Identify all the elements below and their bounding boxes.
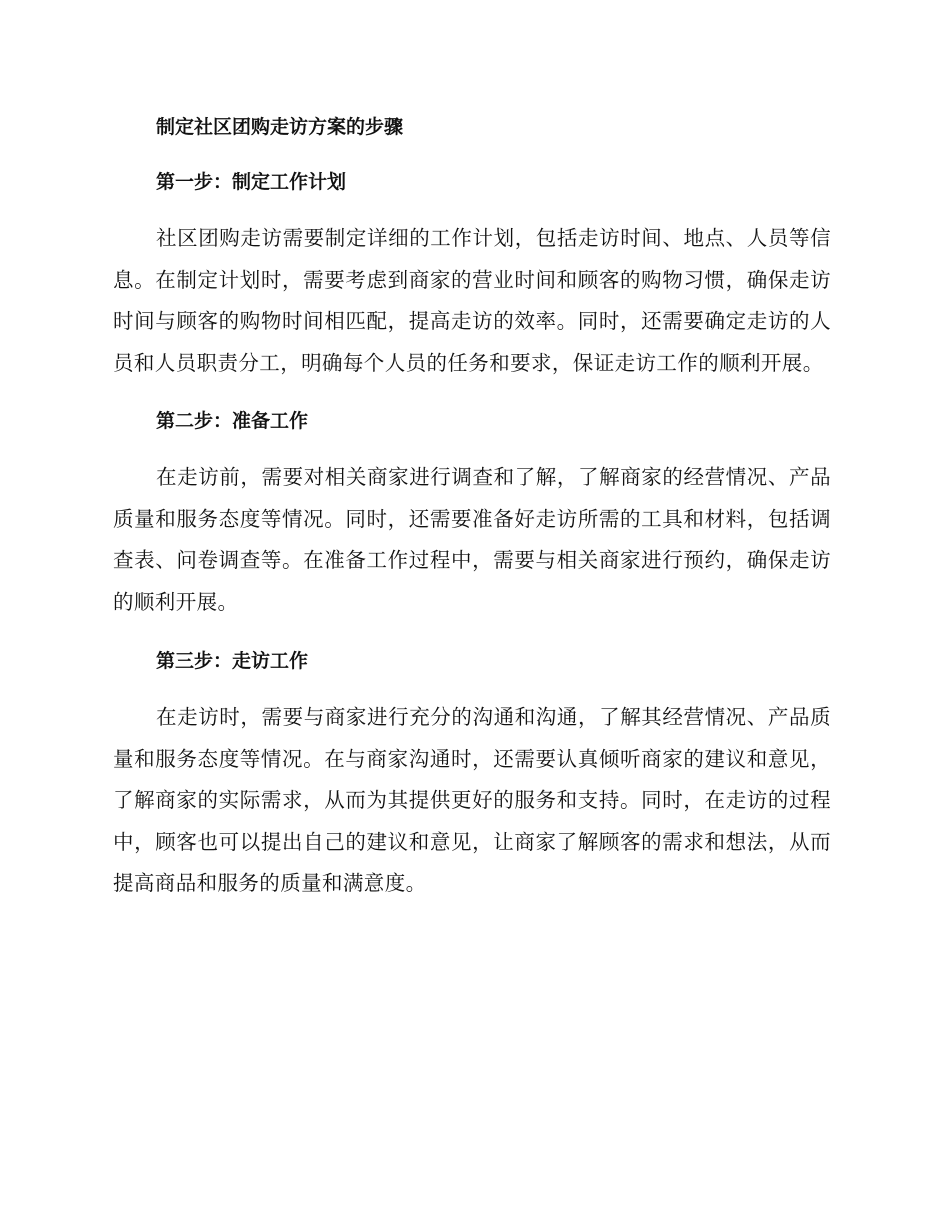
section-paragraph-step-2: 在走访前，需要对相关商家进行调查和了解，了解商家的经营情况、产品质量和服务态度等情况。同时，还需要准备好走访所需的工具和材料，包括调查表、问卷调查等。在准备工作过程中，需要与相关商家进行预约，确保走访的顺利开展。	[113, 465, 831, 614]
section-paragraph-step-1: 社区团购走访需要制定详细的工作计划，包括走访时间、地点、人员等信息。在制定计划时，需要考虑到商家的营业时间和顾客的购物习惯，确保走访时间与顾客的购物时间相匹配，提高走访的效率。同时，还需要确定走访的人员和人员职责分工，明确每个人员的任务和要求，保证走访工作的顺利开展。	[113, 226, 831, 375]
document-body	[113, 112, 831, 905]
section-heading-step-2: 第二步：准备工作	[156, 410, 309, 432]
section-paragraph-step-3: 在走访时，需要与商家进行充分的沟通和沟通，了解其经营情况、产品质量和服务态度等情况。在与商家沟通时，还需要认真倾听商家的建议和意见，了解商家的实际需求，从而为其提供更好的服务和支持。同时，在走访的过程中，顾客也可以提出自己的建议和意见，让商家了解顾客的需求和想法，从而提高商品和服务的质量和满意度。	[113, 705, 831, 895]
section-heading-step-1: 第一步：制定工作计划	[156, 171, 347, 193]
document-title: 制定社区团购走访方案的步骤	[156, 116, 404, 138]
section-heading-step-3: 第三步：走访工作	[156, 650, 309, 672]
